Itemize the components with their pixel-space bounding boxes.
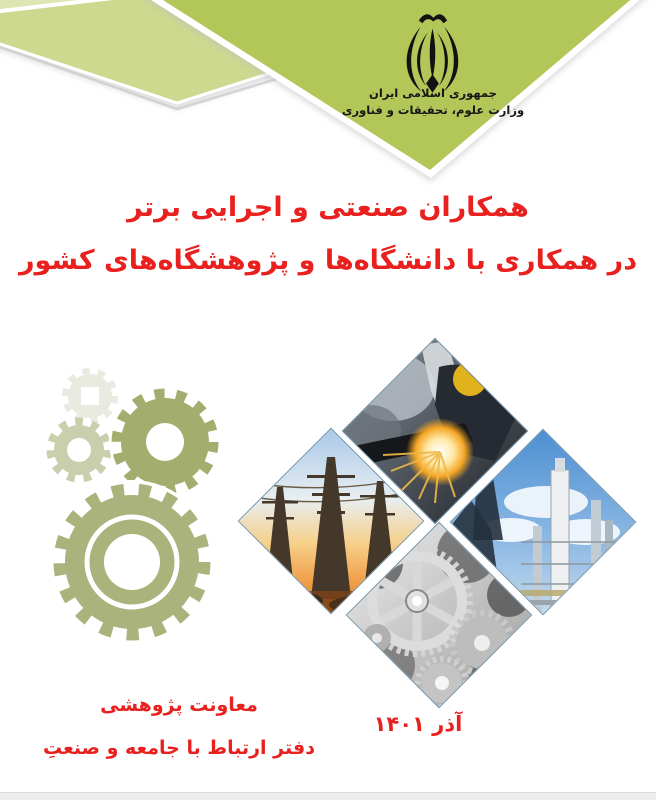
emblem-inner-left bbox=[417, 32, 428, 86]
cover-title-line-1: همکاران صنعتی و اجرایی برتر bbox=[127, 192, 529, 223]
emblem-glyph bbox=[407, 14, 459, 92]
footer-date: آذر ۱۴۰۱ bbox=[373, 712, 463, 736]
gear-icon-light bbox=[48, 419, 110, 481]
gear-icon-faint bbox=[66, 372, 114, 420]
cover-title-line-2: در همکاری با دانشگاه‌ها و پژوهشگاه‌های کشور bbox=[18, 245, 638, 276]
emblem-country-name: جمهوری اسلامی ایران bbox=[369, 86, 497, 100]
gears-ornament bbox=[0, 350, 242, 650]
emblem-tashdid bbox=[419, 14, 447, 23]
emblem-inner-right bbox=[437, 32, 448, 86]
hard-hat bbox=[453, 362, 487, 396]
bottom-edge-strip bbox=[0, 792, 656, 800]
footer-deputy-name: معاونت پژوهشی bbox=[100, 694, 258, 716]
gear-icon-large bbox=[50, 480, 214, 644]
emblem-ministry-name: وزارت علوم، تحقیقات و فناوری bbox=[341, 103, 525, 117]
emblem-center-stroke bbox=[430, 29, 435, 78]
footer-office-name: دفتر ارتباط با جامعه و صنعتِ bbox=[43, 737, 315, 759]
